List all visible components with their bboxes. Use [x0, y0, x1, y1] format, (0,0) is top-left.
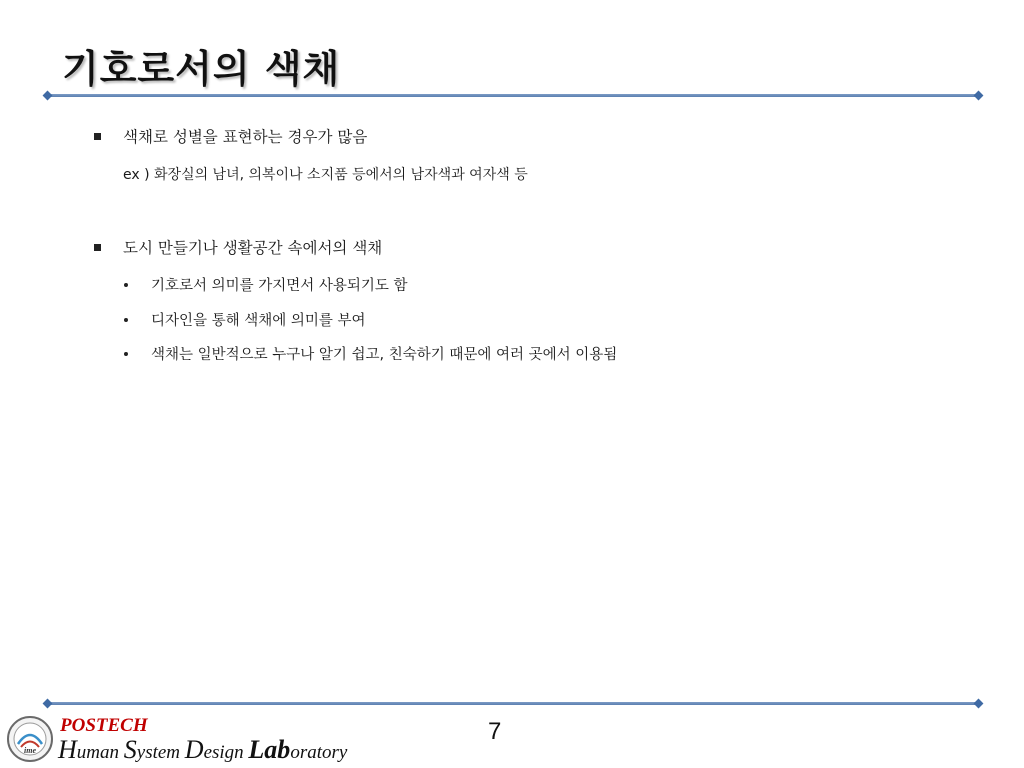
square-bullet-icon	[94, 133, 101, 140]
slide-title: 기호로서의 색채	[62, 47, 341, 91]
round-bullet-icon	[124, 352, 128, 356]
sub-bullet-item	[124, 309, 366, 330]
svg-text:ime: ime	[24, 746, 36, 755]
lab-name: Human System Design Laboratory	[58, 735, 348, 764]
divider-diamond-right	[974, 91, 984, 101]
bullet-text: 도시 만들기나 생활공간 속에서의 색채	[123, 239, 383, 257]
sub-bullet-text: 기호로서 의미를 가지면서 사용되기도 함	[151, 278, 408, 294]
bullet-item	[94, 125, 367, 147]
postech-brand: POSTECH	[60, 715, 148, 736]
bullet-item	[94, 236, 382, 258]
divider-diamond-left	[43, 699, 53, 709]
title-divider	[44, 91, 982, 101]
footer-divider	[44, 699, 982, 709]
sub-bullet-text: 디자인을 통해 색채에 의미를 부여	[151, 313, 366, 329]
sub-bullet-item	[124, 274, 408, 295]
divider-diamond-right	[974, 699, 984, 709]
divider-diamond-left	[43, 91, 53, 101]
round-bullet-icon	[124, 283, 128, 287]
sub-bullet-item	[124, 343, 617, 364]
bullet-text: 색채로 성별을 표현하는 경우가 많음	[123, 128, 368, 146]
square-bullet-icon	[94, 244, 101, 251]
round-bullet-icon	[124, 318, 128, 322]
page-number: 7	[488, 718, 502, 745]
example-text: ex ) 화장실의 남녀, 의복이나 소지품 등에서의 남자색과 여자색 등	[123, 167, 528, 183]
sub-bullet-text: 색채는 일반적으로 누구나 알기 쉽고, 친숙하기 때문에 여러 곳에서 이용됨	[151, 347, 618, 363]
ime-seal-logo	[6, 714, 54, 768]
